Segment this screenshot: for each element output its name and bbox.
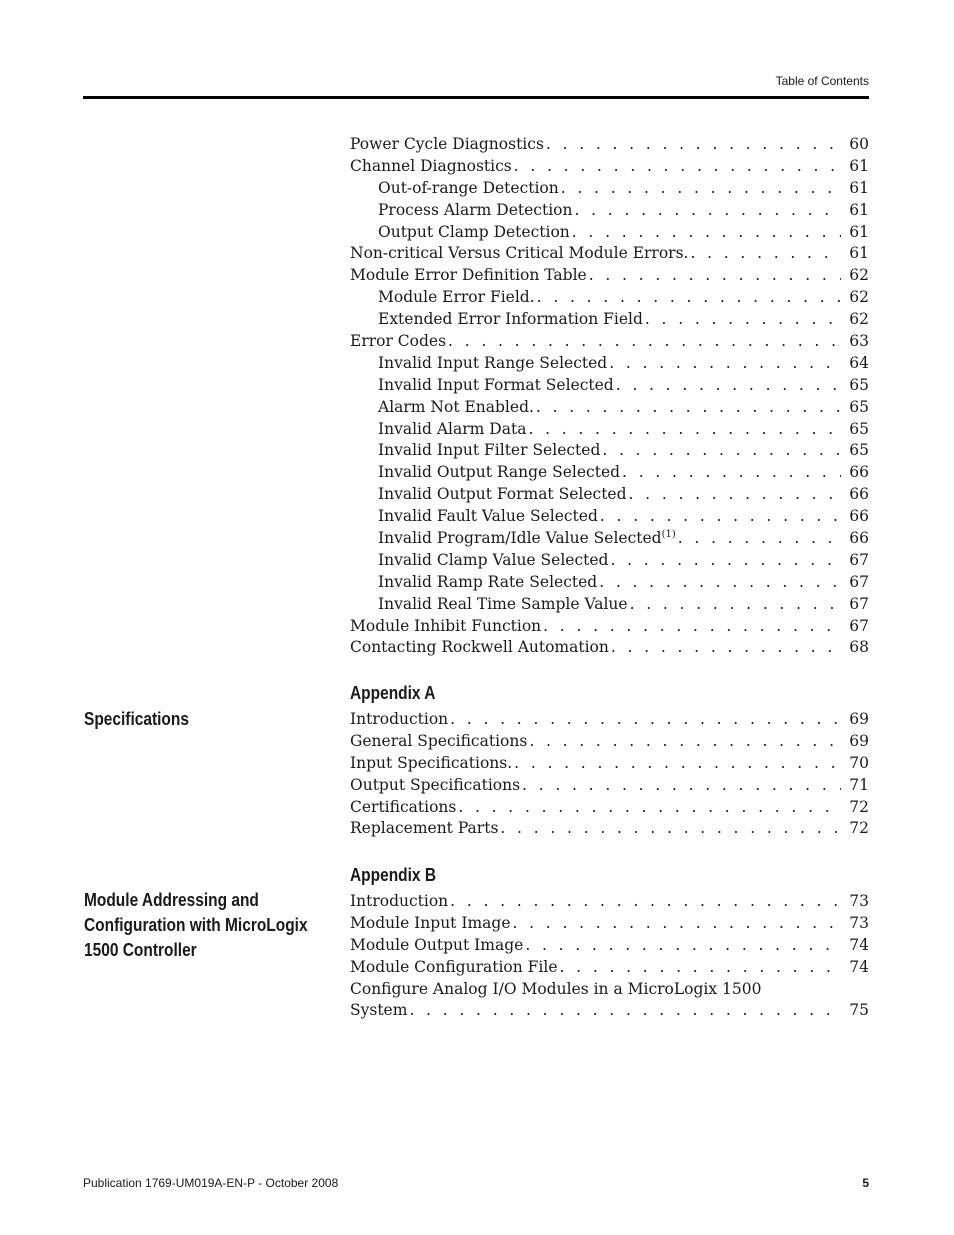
toc-entry[interactable] [350, 594, 869, 616]
toc-entry-title [378, 440, 602, 462]
toc-entry-page: 74 [849, 957, 869, 976]
toc-entry[interactable] [350, 484, 869, 506]
toc-entry[interactable] [350, 616, 869, 638]
dot-leader [602, 440, 841, 462]
dot-leader [645, 309, 841, 331]
toc-entry-title-text: Module Configuration File [350, 957, 558, 976]
toc-entry-title-text: Contacting Rockwell Automation [350, 638, 609, 657]
toc-entry-title-text: Out-of-range Detection [378, 178, 559, 197]
toc-entry-title-text: Invalid Alarm Data [378, 419, 527, 438]
chapter-title-line: Module Addressing and [84, 890, 259, 910]
toc-entry-title-text: Module Output Image [350, 935, 524, 954]
dot-leader [574, 200, 841, 222]
toc-entry-title-text: Non-critical Versus Critical Module Errors. [350, 244, 689, 263]
toc-entry-page: 61 [849, 178, 869, 197]
dot-leader [616, 375, 842, 397]
toc-entry-title [378, 506, 600, 528]
toc-entry[interactable] [350, 397, 869, 419]
toc-entry-title [378, 528, 678, 550]
publication-footer: Publication 1769-UM019A-EN-P - October 2008 [83, 1176, 339, 1190]
toc-entry-page: 66 [849, 463, 869, 482]
toc-entry-title-text: Invalid Input Format Selected [378, 375, 614, 394]
toc-entry[interactable] [350, 462, 869, 484]
toc-entry[interactable] [350, 287, 869, 309]
toc-entry-title-text: Module Inhibit Function [350, 616, 542, 635]
dot-leader [514, 156, 842, 178]
toc-entry-title [350, 616, 543, 638]
toc-entry[interactable] [350, 134, 869, 156]
toc-appendix-a [350, 709, 869, 840]
dot-leader [622, 462, 841, 484]
toc-entry-page: 73 [849, 913, 869, 932]
dot-leader [513, 913, 842, 935]
toc-entry-title [350, 134, 546, 156]
toc-entry-title-text: Introduction [350, 710, 449, 728]
toc-entry-page: 62 [849, 288, 869, 307]
toc-entry-title [350, 709, 450, 731]
toc-entry[interactable] [350, 506, 869, 528]
toc-entry-page: 74 [849, 935, 869, 954]
toc-entry-title-text: Module Input Image [350, 913, 511, 932]
toc-entry-page: 73 [849, 892, 869, 910]
toc-entry-title [350, 913, 513, 935]
toc-entry-title-text: Replacement Parts [350, 819, 499, 838]
toc-entry[interactable] [350, 375, 869, 397]
toc-entry-title-text: Channel Diagnostics [350, 156, 512, 175]
toc-entry-page: 67 [849, 550, 869, 569]
toc-entry-title-text: Invalid Ramp Rate Selected [378, 572, 598, 591]
toc-entry[interactable] [350, 200, 869, 222]
toc-entry[interactable] [350, 353, 869, 375]
toc-entry[interactable] [350, 550, 869, 572]
toc-entry-title [378, 353, 609, 375]
toc-entry-page: 61 [849, 244, 869, 263]
toc-section-diagnostics [350, 134, 869, 659]
toc-entry-page: 61 [849, 156, 869, 175]
toc-entry-page: 75 [849, 1001, 869, 1020]
toc-entry[interactable] [350, 222, 869, 244]
toc-entry[interactable] [350, 156, 869, 178]
toc-entry-title [378, 550, 610, 572]
dot-leader [537, 287, 842, 309]
toc-entry-title [378, 200, 574, 222]
toc-entry-title-text: Invalid Output Range Selected [378, 463, 621, 482]
toc-entry-title[interactable]: Configure Analog I/O Modules in a MicroLogix 1500 [350, 979, 762, 998]
toc-entry-title-text: General Specifications [350, 731, 528, 750]
toc-entry-page: 67 [849, 594, 869, 613]
toc-entry-title-text: Module Error Definition Table [350, 266, 587, 285]
toc-entry-page: 66 [849, 485, 869, 504]
toc-entry-title [350, 156, 514, 178]
dot-leader [678, 528, 841, 550]
toc-entry-page: 65 [849, 419, 869, 438]
toc-entry[interactable] [350, 753, 869, 775]
dot-leader [630, 594, 842, 616]
toc-entry-title-text: Extended Error Information Field [378, 310, 643, 329]
toc-entry-title-text: Error Codes [350, 332, 447, 351]
toc-entry[interactable] [350, 572, 869, 594]
toc-entry[interactable] [350, 957, 869, 979]
dot-leader [600, 506, 841, 528]
toc-entry-page: 67 [849, 572, 869, 591]
dot-leader [609, 353, 841, 375]
dot-leader [529, 731, 841, 753]
toc-entry-title [378, 178, 561, 200]
toc-entry[interactable] [350, 637, 869, 659]
dot-leader [610, 550, 841, 572]
toc-entry-title [378, 572, 599, 594]
toc-entry-title [350, 331, 448, 353]
toc-entry-title-text: Invalid Program/Idle Value Selected [378, 529, 662, 548]
toc-entry-title-text: Certifications [350, 797, 457, 816]
toc-entry[interactable] [350, 265, 869, 287]
dot-leader [514, 753, 841, 775]
dot-leader [599, 572, 841, 594]
toc-entry-page: 62 [849, 310, 869, 329]
toc-entry[interactable] [350, 309, 869, 331]
dot-leader [458, 797, 841, 819]
toc-entry-title-text: Alarm Not Enabled. [378, 397, 534, 416]
toc-entry-title [378, 594, 630, 616]
appendix-a-label: Appendix A [350, 683, 436, 703]
toc-entry[interactable] [350, 731, 869, 753]
page-number: 5 [862, 1176, 869, 1190]
header-rule [83, 96, 869, 99]
dot-leader [528, 419, 841, 441]
dot-leader [522, 775, 841, 797]
toc-entry-page: 64 [849, 353, 869, 372]
appendix-a-chapter-title: Specifications [84, 709, 189, 729]
toc-entry[interactable] [350, 797, 869, 819]
toc-entry-page: 66 [849, 529, 869, 548]
toc-entry-title [350, 731, 529, 753]
toc-entry-page: 72 [849, 797, 869, 816]
toc-entry[interactable] [350, 818, 869, 840]
toc-entry-page: 69 [849, 731, 869, 750]
toc-entry-title-text: Process Alarm Detection [378, 200, 573, 219]
toc-entry-page: 60 [849, 135, 869, 153]
dot-leader [450, 891, 841, 913]
toc-entry-title [378, 309, 645, 331]
appendix-b-label: Appendix B [350, 865, 437, 885]
dot-leader [629, 484, 842, 506]
dot-leader [589, 265, 842, 287]
toc-entry-page: 66 [849, 507, 869, 526]
toc-entry-title [378, 462, 622, 484]
dot-leader [448, 331, 841, 353]
appendix-b-chapter-title [84, 888, 316, 963]
toc-entry-title-text: Power Cycle Diagnostics [350, 135, 544, 153]
toc-entry-title-text: Module Error Field. [378, 288, 535, 307]
toc-entry-title [378, 287, 537, 309]
toc-entry-page: 72 [849, 819, 869, 838]
toc-entry-title-text: Invalid Input Range Selected [378, 353, 608, 372]
chapter-title-line: 1500 Controller [84, 940, 197, 960]
toc-entry-page: 70 [849, 753, 869, 772]
toc-entry-title-text: Invalid Output Format Selected [378, 485, 627, 504]
toc-entry-page: 62 [849, 266, 869, 285]
footnote-marker: (1) [661, 528, 676, 540]
toc-appendix-b [350, 891, 869, 1022]
toc-entry-title [378, 484, 629, 506]
toc-entry[interactable] [350, 1000, 869, 1022]
dot-leader [450, 709, 841, 731]
toc-entry-title-text: Invalid Fault Value Selected [378, 507, 598, 526]
toc-entry-page: 63 [849, 332, 869, 351]
toc-entry-title [378, 419, 528, 441]
toc-entry-title [350, 265, 589, 287]
dot-leader [500, 818, 841, 840]
toc-entry-page: 71 [849, 775, 869, 794]
toc-entry[interactable] [350, 440, 869, 462]
dot-leader [536, 397, 841, 419]
toc-entry-page: 65 [849, 375, 869, 394]
toc-entry[interactable] [350, 178, 869, 200]
toc-entry-page: 69 [849, 710, 869, 728]
toc-entry-title: System [350, 1001, 408, 1020]
dot-leader [543, 616, 841, 638]
dot-leader [561, 178, 842, 200]
toc-entry-title-text: Output Specifications [350, 775, 521, 794]
toc-entry[interactable] [350, 709, 869, 731]
toc-entry[interactable] [350, 331, 869, 353]
toc-entry[interactable] [350, 243, 869, 265]
toc-entry-title [378, 397, 536, 419]
dot-leader [525, 935, 841, 957]
toc-entry-title [378, 222, 572, 244]
toc-entry-title [378, 375, 616, 397]
toc-entry-title [350, 818, 500, 840]
toc-entry-page: 65 [849, 441, 869, 460]
toc-entry[interactable] [350, 935, 869, 957]
toc-entry-title-text: Invalid Real Time Sample Value [378, 594, 628, 613]
toc-entry-title [350, 637, 611, 659]
toc-entry-page: 61 [849, 222, 869, 241]
chapter-title-line: Configuration with MicroLogix [84, 915, 308, 935]
dot-leader [546, 134, 841, 156]
toc-entry-title [350, 891, 450, 913]
toc-entry-title-text: Introduction [350, 892, 449, 910]
toc-entry[interactable] [350, 775, 869, 797]
dot-leader [409, 1000, 841, 1022]
toc-entry-page: 61 [849, 200, 869, 219]
toc-entry[interactable] [350, 891, 869, 913]
toc-entry-title [350, 243, 690, 265]
toc-entry[interactable] [350, 419, 869, 441]
toc-entry-title-text: Invalid Input Filter Selected [378, 441, 601, 460]
toc-entry-title [350, 957, 560, 979]
running-header: Table of Contents [775, 74, 869, 88]
toc-entry-page: 67 [849, 616, 869, 635]
toc-entry[interactable] [350, 528, 869, 550]
toc-entry-title [350, 753, 514, 775]
dot-leader [560, 957, 842, 979]
toc-entry-title [350, 775, 522, 797]
dot-leader [690, 243, 841, 265]
toc-entry[interactable] [350, 913, 869, 935]
toc-entry-page: 65 [849, 397, 869, 416]
toc-entry-title [350, 797, 458, 819]
dot-leader [611, 637, 841, 659]
toc-entry-title-text: Output Clamp Detection [378, 222, 570, 241]
toc-entry-title-text: Invalid Clamp Value Selected [378, 550, 609, 569]
toc-entry-title-text: Input Specifications. [350, 753, 513, 772]
toc-entry-title [350, 935, 525, 957]
toc-entry-page: 68 [849, 638, 869, 657]
dot-leader [572, 222, 841, 244]
